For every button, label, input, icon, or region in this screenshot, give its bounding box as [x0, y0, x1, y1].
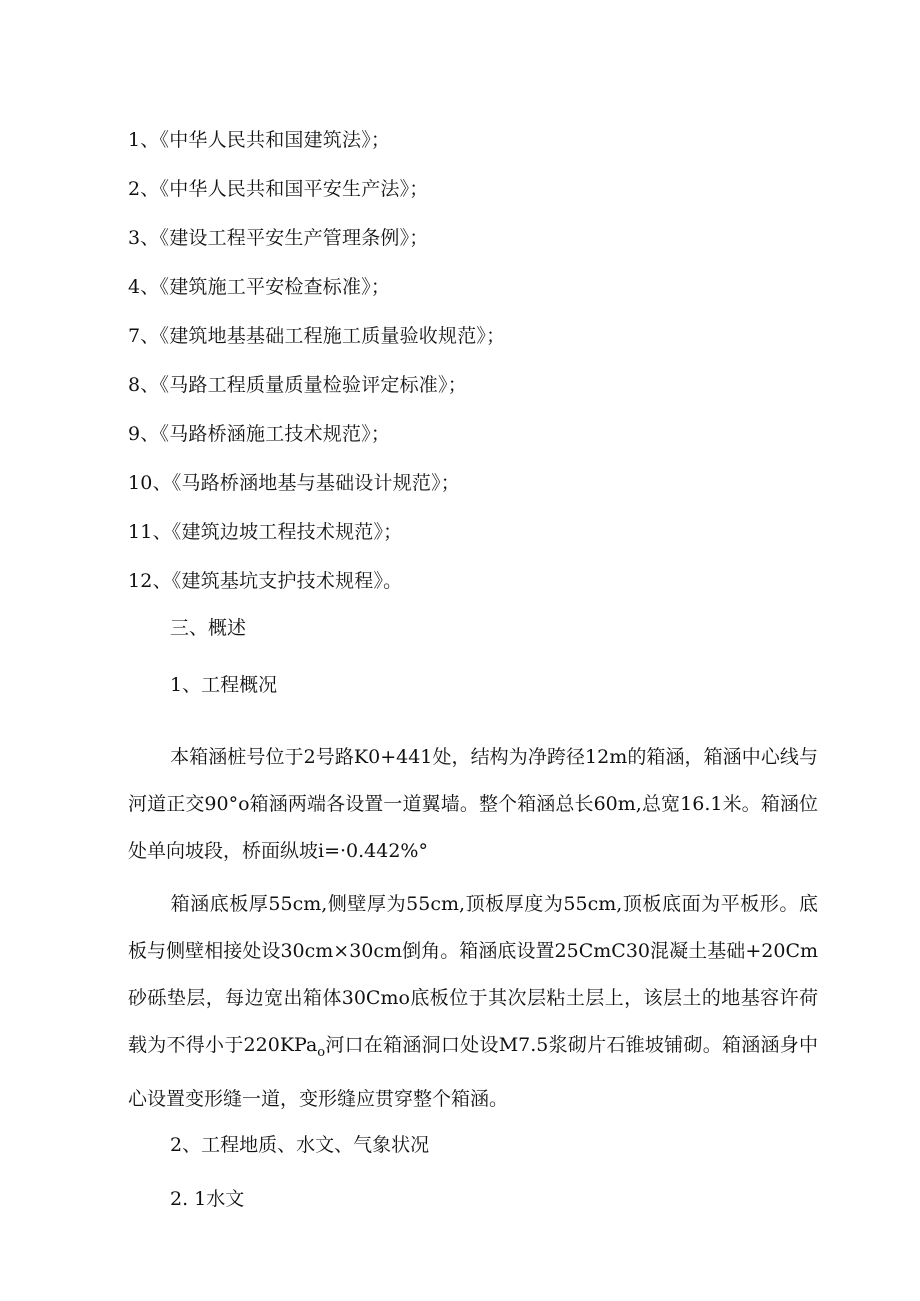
- section-title: 三、概述: [170, 617, 247, 639]
- overview-paragraph-1: [128, 734, 818, 875]
- reference-item-8: 8、《马路工程质量质量检验评定标准》；: [128, 374, 467, 396]
- overview-paragraph-2-text-a: 箱涵底板厚55cm,侧壁厚为55cm,顶板厚度为55cm,顶板底面为平板形。底板与侧壁相接处设30cm×30cm倒角。箱涵底设置25CmC30混凝土基础+20Cm砂砾垫层，每边宽出箱体30Cmo底板位于其次层粘土层上，该层土的地基容许荷载为不得小于220KPa: [128, 893, 818, 1056]
- reference-item-1: 1、《中华人民共和国建筑法》；: [128, 129, 391, 151]
- subsection-geology-hydrology: 2、工程地质、水文、气象状况: [170, 1134, 430, 1156]
- overview-paragraph-2: [128, 881, 818, 1123]
- overview-paragraph-2-text-b: 河口在箱涵洞口处设M7.5浆砌片石锥坡铺砌。箱涵涵身中心设置变形缝一道，变形缝应贯穿整个箱涵。: [128, 1034, 818, 1110]
- reference-item-11: 11、《建筑边坡工程技术规范》；: [128, 521, 403, 543]
- reference-item-12: 12、《建筑基坑支护技术规程》。: [128, 570, 403, 592]
- reference-item-10: 10、《马路桥涵地基与基础设计规范》；: [128, 472, 460, 494]
- subsection-project-overview: 1、工程概况: [170, 674, 278, 696]
- overview-paragraph-1-text: 本箱涵桩号位于2号路K0+441处，结构为净跨径12m的箱涵，箱涵中心线与河道正交90°o箱涵两端各设置一道翼墙。整个箱涵总长60m,总宽16.1米。箱涵位处单向坡段，桥面纵坡i=·0.442%°: [128, 746, 818, 862]
- subsection-hydrology: 2. 1水文: [170, 1188, 245, 1210]
- subscript-o: o: [317, 1045, 326, 1060]
- reference-item-4: 4、《建筑施工平安检查标准》；: [128, 276, 391, 298]
- reference-item-2: 2、《中华人民共和国平安生产法》；: [128, 178, 429, 200]
- reference-item-3: 3、《建设工程平安生产管理条例》；: [128, 227, 429, 249]
- reference-item-7: 7、《建筑地基基础工程施工质量验收规范》；: [128, 325, 506, 347]
- reference-item-9: 9、《马路桥涵施工技术规范》；: [128, 423, 391, 445]
